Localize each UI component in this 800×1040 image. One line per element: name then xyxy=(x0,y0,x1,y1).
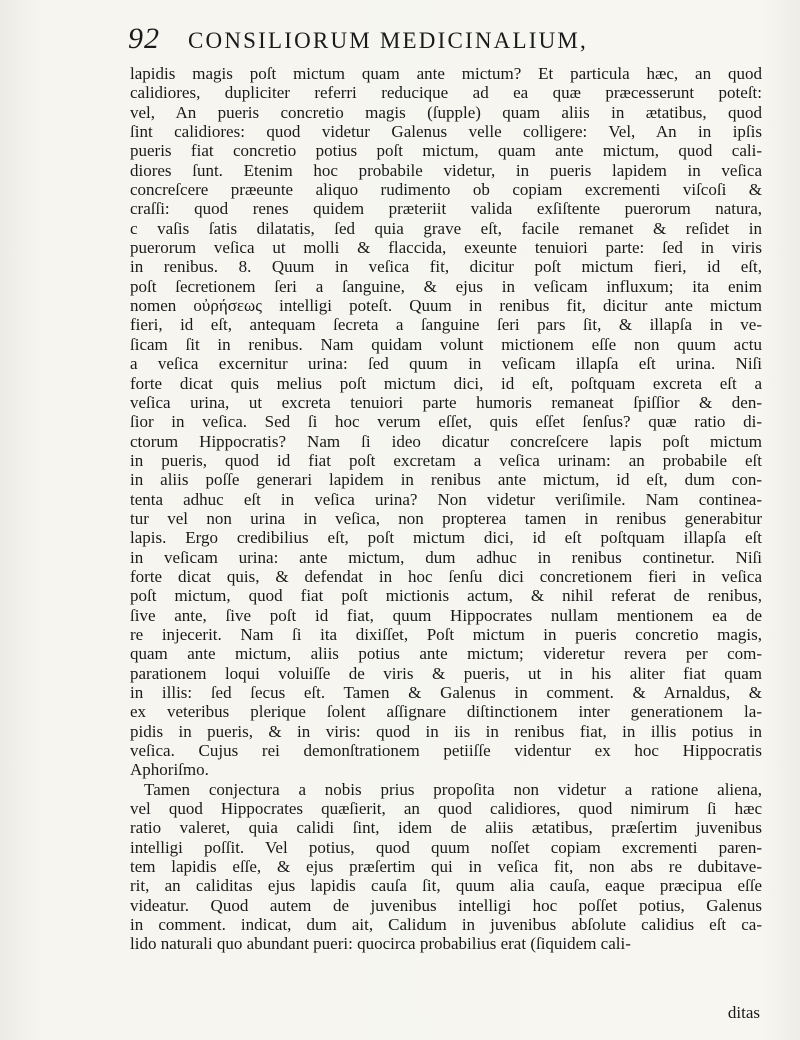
body-text xyxy=(130,64,762,954)
text-line: vel, An pueris concretio magis (ſupple) quam aliis in ætatibus, quod xyxy=(130,102,762,122)
text-line: intelligi poſſit. Vel potius, quod quum noſſet copiam excrementi paren- xyxy=(130,837,762,857)
text-line: Tamen conjectura a nobis prius propoſita non videtur a ratione aliena, xyxy=(144,779,762,799)
text-line: tur vel non urina in veſica, non propterea tamen in renibus generabitur xyxy=(130,508,762,528)
page-number: 92 xyxy=(128,22,160,55)
text-line: videatur. Quod autem de juvenibus intelligi hoc poſſet potius, Galenus xyxy=(130,895,762,915)
text-line: a veſica excernitur urina: ſed quum in veſicam illapſa eſt urina. Niſi xyxy=(130,354,762,374)
text-line: in pueris, quod id fiat poſt excretam a veſica urinam: an probabile eſt xyxy=(130,450,762,470)
text-line: ſior in veſica. Sed ſi hoc verum eſſet, quis eſſet ſenſus? quæ ratio di- xyxy=(130,412,762,432)
text-line: lido naturali quo abundant pueri: quocirca probabilius erat (ſiquidem cali- xyxy=(130,934,631,954)
text-line: craſſi: quod renes quidem præteriit valida exſiſtente puerorum natura, xyxy=(130,199,762,219)
text-line: in comment. indicat, dum ait, Calidum in juvenibus abſolute calidius eſt ca- xyxy=(130,915,762,935)
text-line: in aliis poſſe generari lapidem in renibus ante mictum, id eſt, dum con- xyxy=(130,470,762,490)
text-line: quam ante mictum, aliis potius ante mictum; videretur revera per com- xyxy=(130,644,762,664)
text-line: poſt mictum, quod fiat poſt mictionis actum, & nihil referat de renibus, xyxy=(130,586,762,606)
text-line: forte dicat quis, & defendat in hoc ſenſu dici concretionem fieri in veſica xyxy=(130,566,762,586)
text-line: parationem loqui voluiſſe de viris & pueris, ut in his aliter fiat quam xyxy=(130,663,762,683)
text-line: vel quod Hippocrates quæſierit, an quod calidiores, quod nimirum ſi hæc xyxy=(130,799,762,819)
text-line: ratio valeret, quia calidi ſint, idem de aliis ætatibus, præſertim juvenibus xyxy=(130,818,762,838)
page-header xyxy=(128,22,768,62)
text-line: ſicam ſit in renibus. Nam quidam volunt mictionem eſſe non quum actu xyxy=(130,334,762,354)
text-line: in illis: ſed ſecus eſt. Tamen & Galenus in comment. & Arnaldus, & xyxy=(130,683,762,702)
text-line: calidiores, dupliciter referri reducique ad ea quæ præcesserunt poteſt: xyxy=(130,83,762,103)
text-line: lapidis magis poſt mictum quam ante mictum? Et particula hæc, an quod xyxy=(130,64,762,83)
text-line: puerorum veſica ut molli & flaccida, exeunte tenuiori parte: ſed in viris xyxy=(130,238,762,258)
text-line: in renibus. 8. Quum in veſica fit, dicitur poſt mictum fieri, id eſt, xyxy=(130,257,762,277)
text-line: tenta adhuc eſt in veſica urina? Non videtur veriſimile. Nam continea- xyxy=(130,489,762,509)
text-line: c vaſis ſatis dilatatis, ſed quia grave eſt, facile remanet & reſidet in xyxy=(130,218,762,238)
text-line: diores ſunt. Etenim hoc probabile videtur, in pueris lapidem in veſica xyxy=(130,160,762,180)
running-title: CONSILIORUM MEDICINALIUM, xyxy=(188,28,588,53)
text-line: concreſcere præeunte aliquo rudimento ob copiam excrementi viſcoſi & xyxy=(130,180,762,200)
text-line: in veſicam urina: ante mictum, dum adhuc in renibus continetur. Niſi xyxy=(130,547,762,567)
text-line: pueris fiat concretio potius poſt mictum, quam ante mictum, quod cali- xyxy=(130,141,762,161)
text-line: tem lapidis eſſe, & ejus præſertim qui in veſica fit, non abs re dubitave- xyxy=(130,857,762,877)
text-line: rit, an caliditas ejus lapidis cauſa ſit, quum alia cauſa, eaque præcipua eſſe xyxy=(130,876,762,896)
text-line: poſt ſecretionem ſeri a ſanguine, & ejus in veſicam influxum; ita enim xyxy=(130,276,762,296)
text-line: veſica urina, ut excreta tenuiori parte humoris remaneat ſpiſſior & den- xyxy=(130,392,762,412)
text-line: ex veteribus plerique ſolent aſſignare diſtinctionem inter generationem la- xyxy=(130,702,762,722)
text-line: re injecerit. Nam ſi ita dixiſſet, Poſt mictum in pueris concretio magis, xyxy=(130,624,762,644)
text-line: lapis. Ergo credibilius eſt, poſt mictum dici, id eſt poſtquam illapſa eſt xyxy=(130,528,762,548)
text-line: ſive ante, ſive poſt id fiat, quum Hippocrates nullam mentionem ea de xyxy=(130,605,762,625)
text-line: Aphoriſmo. xyxy=(130,760,209,780)
text-line: nomen οὐρήσεως intelligi poteſt. Quum in renibus fit, dicitur ante mictum xyxy=(130,296,762,316)
text-line: fieri, id eſt, antequam ſecreta a ſanguine ſeri pars ſit, & illapſa in ve- xyxy=(130,315,762,335)
text-line: veſica. Cujus rei demonſtrationem petiiſſe videntur ex hoc Hippocratis xyxy=(130,741,762,761)
catchword: ditas xyxy=(727,1003,760,1022)
text-line: ctorum Hippocratis? Nam ſi ideo dicatur concreſcere lapis poſt mictum xyxy=(130,431,762,451)
text-line: pidis in pueris, & in viris: quod in iis in renibus fiat, in illis potius in xyxy=(130,721,762,741)
text-line: ſint calidiores: quod videtur Galenus velle colligere: Vel, An in ipſis xyxy=(130,122,762,142)
text-line: forte dicat quis melius poſt mictum dici, id eſt, poſtquam excreta eſt a xyxy=(130,373,762,393)
